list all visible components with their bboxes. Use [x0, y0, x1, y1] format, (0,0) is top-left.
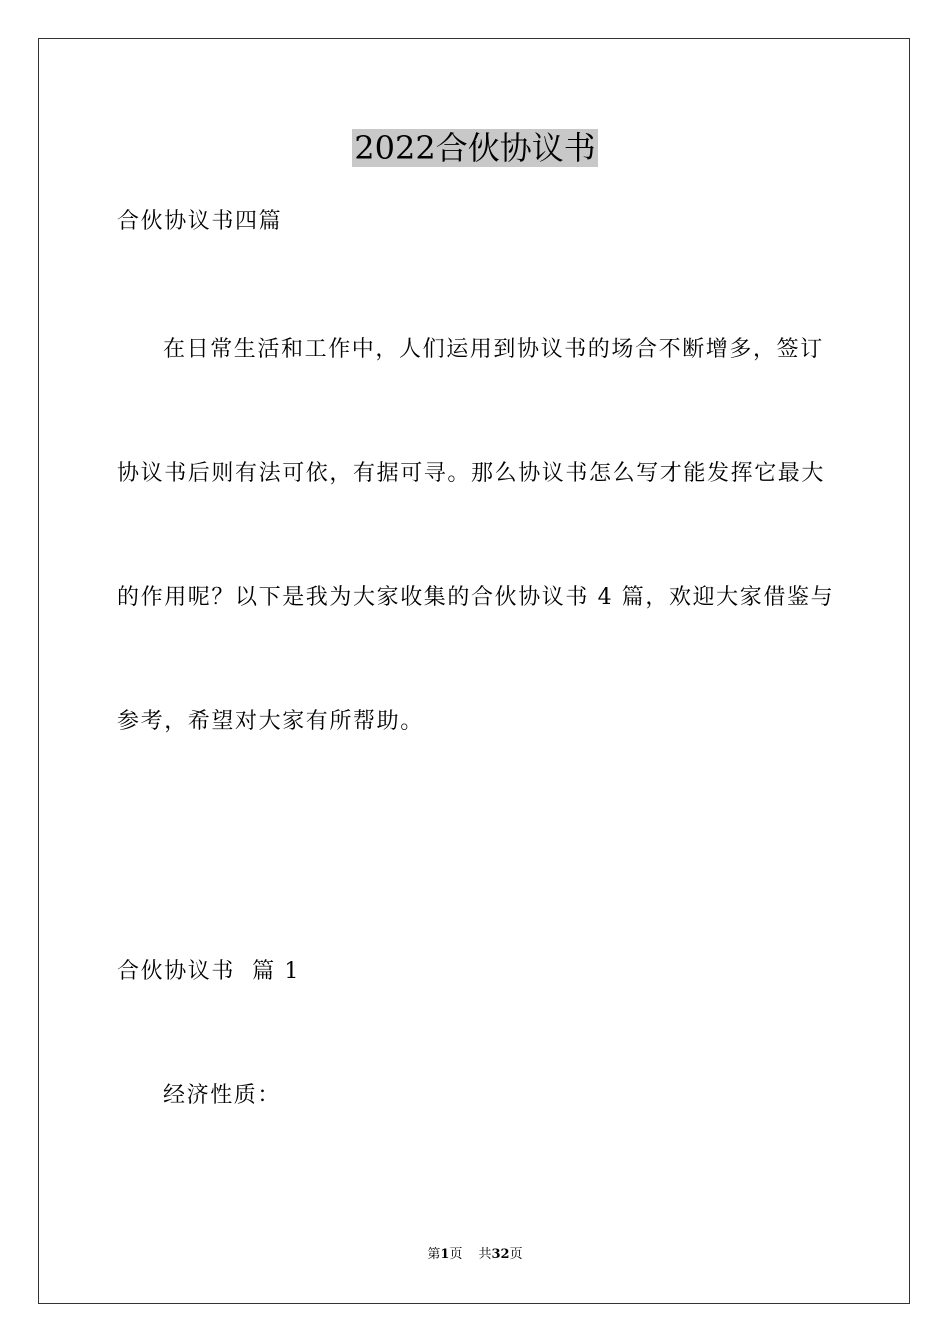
intro-line-1: 在日常生活和工作中，人们运用到协议书的场合不断增多，签订: [163, 337, 824, 362]
page-footer: [0, 1246, 950, 1264]
section-heading: 合伙协议书 篇 1: [117, 959, 300, 984]
document-subtitle: 合伙协议书四篇: [117, 209, 283, 234]
footer-page-prefix: 第: [427, 1247, 441, 1262]
intro-line-3: 的作用呢？以下是我为大家收集的合伙协议书 4 篇，欢迎大家借鉴与: [117, 585, 835, 610]
document-title: [0, 126, 950, 170]
intro-line-2: 协议书后则有法可依，有据可寻。那么协议书怎么写才能发挥它最大: [117, 461, 826, 486]
footer-total-pages: 32: [491, 1247, 510, 1262]
document-title-text: 2022合伙协议书: [354, 129, 596, 167]
footer-page-suffix: 页: [449, 1247, 463, 1262]
footer-page-number: 1: [440, 1247, 450, 1262]
section-item-economic-nature: 经济性质：: [163, 1083, 282, 1108]
footer-total-suffix: 页: [509, 1247, 523, 1262]
intro-line-4: 参考，希望对大家有所帮助。: [117, 709, 424, 734]
footer-total-prefix: 共: [478, 1247, 492, 1262]
